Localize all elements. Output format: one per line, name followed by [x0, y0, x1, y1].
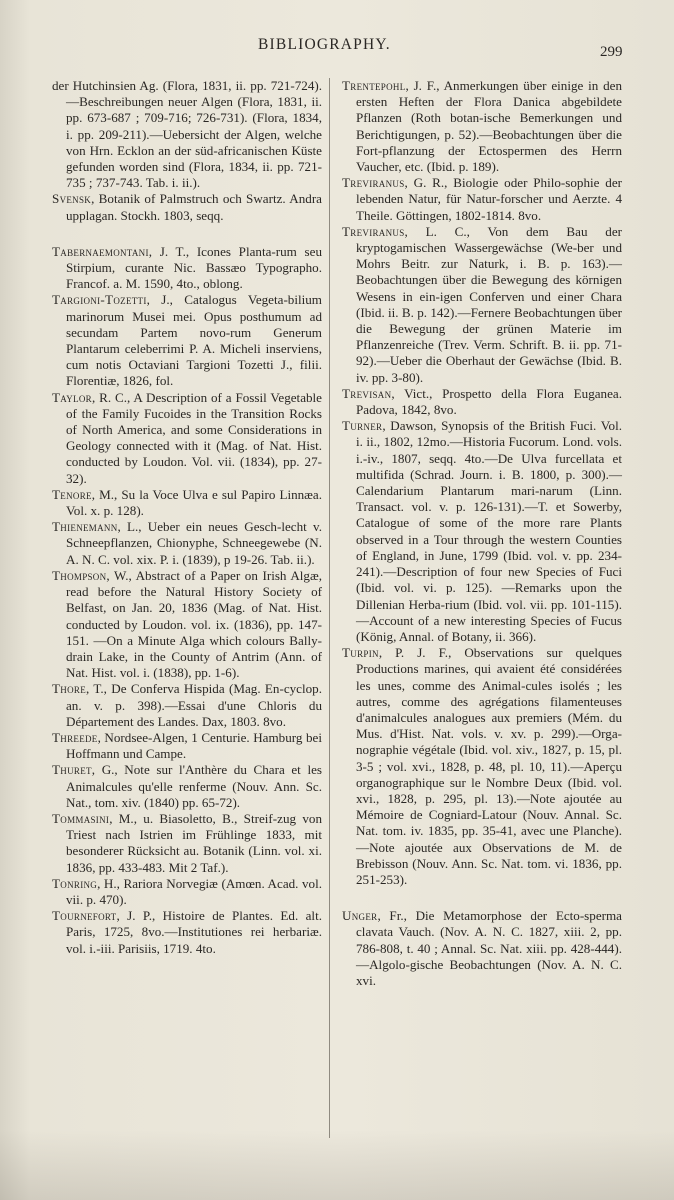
- bibliography-entry: Treviranus, L. C., Von dem Bau der kryptogamischen Wassergewächse (We-ber und Mohrs Beitr. zur Naturk, i. B. p. 163).—Beobachtungen über die Bewegung des körnigen Wesens in ein-igen Conferven und einer Chara (Ibid. ii. B. p. 142).—Fernere Beobachtungen über die Bewegung der grünen Materie im Pflanzenreiche (Trev. Verm. Schrift. B. ii. pp. 71-92).—Ueber die Oberhaut der Gewächse (Ibid. B. iv. pp. 3-80).: [342, 223, 622, 385]
- bibliography-entry: Turpin, P. J. F., Observations sur quelques Productions marines, qui avaient été considérées les unes, comme des Animal-cules isolés ; les autres, comme des agrégations filamenteuses d'animalcules analogues aux premiers (Mém. du Mus. d'Hist. Nat. vols. v. xv. p. 299).—Orga-nographie végétale (Ibid. vol. xiv., 1827, p. 15, pl. 3-5 ; vol. xvi., 1828, p. 48, pl. 10, 11).—Aperçu organographique sur le Nombre Deux (Ibid. vol. xvi., 1828, p. 295, pl. 13).—Note ajoutée au Mémoire de Cogniard-Latour (Nouv. Annal. Sc. Nat. tom. iv. 1835, pp. 35-41, avec une Planche).—Note ajoutée aux Observations de M. de Brebisson (Nouv. Ann. Sc. Nat. tom. vi. 1836, pp. 251-253).: [342, 645, 622, 887]
- bibliography-entry: Tommasini, M., u. Biasoletto, B., Streif-zug von Triest nach Istrien im Frühlinge 1833, mit besonderer Rücksicht au. Botanik (Linn. vol. xi. 1836, pp. 433-483. Mit 2 Taf.).: [52, 810, 322, 875]
- bibliography-entry: Unger, Fr., Die Metamorphose der Ecto-sperma clavata Vauch. (Nov. A. N. C. 1827, xiii. 2, pp. 786-808, t. 40 ; Annal. Sc. Nat. xiii. pp. 428-444).—Algolo-gische Beobachtungen (Nov. A. N. C. xvi.: [342, 908, 622, 988]
- bibliography-entry: Taylor, R. C., A Description of a Fossil Vegetable of the Family Fucoides in the Transition Rocks of North America, and some Considerations in Geology connected with it (Mag. of Nat. Hist. conducted by Loudon. Vol. vii. (1834), pp. 27-32).: [52, 389, 322, 486]
- bibliography-entry: Tabernaemontani, J. T., Icones Planta-rum seu Stirpium, curante Nic. Bassæo Typographo. Francof. a. M. 1590, 4to., oblong.: [52, 243, 322, 292]
- bibliography-entry: Thore, T., De Conferva Hispida (Mag. En-cyclop. an. v. p. 398).—Essai d'une Chloris du Département des Landes. Dax, 1803. 8vo.: [52, 681, 322, 729]
- bibliography-entry: Targioni-Tozetti, J., Catalogus Vegeta-bilium marinorum Musei mei. Opus posthumum ad secundam Partem novo-rum Generum Plantarum celeberrimi P. A. Micheli inserviens, cum notis Octaviani Targioni Tozetti J., filii. Florentiæ, 1826, fol.: [52, 292, 322, 389]
- bibliography-entry: Tonring, H., Rariora Norvegiæ (Amœn. Acad. vol. vii. p. 470).: [52, 875, 322, 907]
- bibliography-entry: Threede, Nordsee-Algen, 1 Centurie. Hamburg bei Hoffmann und Campe.: [52, 729, 322, 762]
- bibliography-entry: Treviranus, G. R., Biologie oder Philo-sophie der lebenden Natur, für Natur-forscher und Aerzte. 4 Theile. Göttingen, 1802-1814. 8vo.: [342, 175, 622, 223]
- page-bottom-shadow: [0, 1130, 674, 1200]
- bibliography-entry: Thompson, W., Abstract of a Paper on Irish Algæ, read before the Natural History Society of Belfast, on Jan. 20, 1836 (Mag. of Nat. Hist. conducted by Loudon. vol. ix. (1836), pp. 147-151. —On a Minute Alga which colours Bally-drain Lake, in the County of Antrim (Ann. of Nat. Hist. vol. i. (1838), pp. 1-6).: [52, 567, 322, 681]
- page-header: [0, 36, 674, 60]
- bibliography-entry: Turner, Dawson, Synopsis of the British Fuci. Vol. i. ii., 1802, 12mo.—Historia Fucorum. Lond. vols. i.-iv., 1807, seqq. 4to.—De Ulva furcellata et multifida (Schrad. Journ. i. B. 1800, p. 300).—Calendarium Plantarum mari-narum (Linn. Transact. vol. v. p. 126-131).—T. et Sowerby, Catalogue of some of the more rare Plants observed in a Tour through the western Counties of England, in June, 1799 (Ibid. vol. v. pp. 234-241).—Description of four new Species of Fuci (Ibid. vol. vi. p. 125). —Remarks upon the Dillenian Herba-rium (Ibid. vol. vii. pp. 101-115).—Account of a new interesting Species of Fucus (König, Annal. of Botany, ii. 366).: [342, 418, 622, 644]
- bibliography-entry: Svensk, Botanik of Palmstruch och Swartz. Andra upplagan. Stockh. 1803, seqq.: [52, 191, 322, 223]
- left-column: [52, 78, 322, 957]
- page-number: 299: [600, 44, 623, 60]
- bibliography-entry: Tournefort, J. P., Histoire de Plantes. Ed. alt. Paris, 1725, 8vo.—Institutiones rei herbariæ. vol. i.-iii. Parisiis, 1719. 4to.: [52, 908, 322, 956]
- bibliography-entry: Thienemann, L., Ueber ein neues Gesch-lecht v. Schneepflanzen, Chionyphe, Schneegewebe (N. A. N. C. vol. xix. P. i. (1839), p 19-26. Tab. ii.).: [52, 519, 322, 567]
- right-column: [342, 78, 622, 989]
- column-divider: [329, 78, 330, 1138]
- bibliography-entry: Tenore, M., Su la Voce Ulva e sul Papiro Linnæa. Vol. x. p. 128).: [52, 486, 322, 519]
- bibliography-entry: der Hutchinsien Ag. (Flora, 1831, ii. pp. 721-724).—Beschreibungen neuer Algen (Flora, 1831, ii. pp. 673-687 ; 709-716; 726-731). (Flora, 1834, i. pp. 209-211).—Uebersicht der Algen, welche von Hrn. Ecklon an der süd-africanischen Küste gefunden worden sind (Flora, 1834, ii. pp. 721-735 ; 737-743. Tab. i. ii.).: [52, 78, 322, 191]
- bibliography-entry: Thuret, G., Note sur l'Anthère du Chara et les Animalcules qu'elle renferme (Nouv. Ann. Sc. Nat., tom. xiv. (1840) pp. 65-72).: [52, 762, 322, 810]
- bibliography-entry: Trentepohl, J. F., Anmerkungen über einige in den ersten Heften der Flora Danica abgebildete Pflanzen (Roth botan-ische Bemerkungen und Berichtigungen, p. 52).—Beobachtungen über die Fort-pflanzung der Ectospermen des Herrn Vaucher, etc. (Ibid. p. 189).: [342, 78, 622, 175]
- bibliography-entry: Trevisan, Vict., Prospetto della Flora Euganea. Padova, 1842, 8vo.: [342, 385, 622, 418]
- running-title: BIBLIOGRAPHY.: [258, 36, 391, 53]
